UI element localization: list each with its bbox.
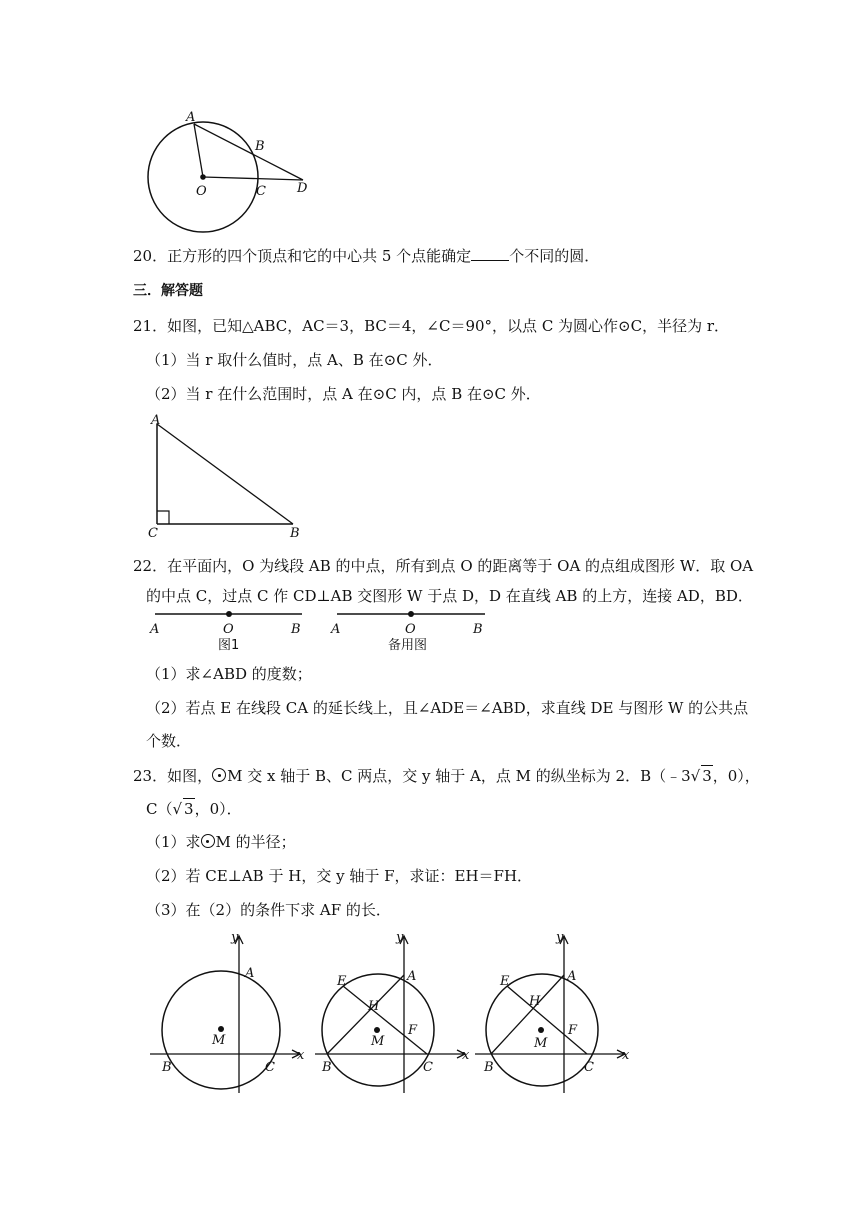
question-22-part-2: （2）若点 E 在线段 CA 的延长线上，且∠ADE＝∠ABD，求直线 DE 与图形 W 的公共点 — [146, 699, 749, 717]
label-F: F — [568, 1023, 578, 1038]
label-M: M — [212, 1033, 226, 1048]
question-22-line-2: 的中点 C，过点 C 作 CD⊥AB 交图形 W 于点 D，D 在直线 AB 的上方，连接 AD，BD． — [146, 587, 753, 605]
caption-figure-1: 图1 — [218, 638, 240, 653]
question-20 — [133, 246, 599, 266]
label-A: A — [567, 969, 577, 984]
label-A: A — [245, 966, 255, 981]
label-A: A — [151, 413, 161, 428]
label-M: M — [534, 1036, 548, 1051]
question-23-part-2: （2）若 CE⊥AB 于 H，交 y 轴于 F，求证：EH＝FH． — [146, 867, 533, 885]
label-A: A — [150, 622, 160, 637]
label-F: F — [408, 1023, 418, 1038]
question-21 — [133, 316, 729, 336]
question-22-part-2-cont: 个数． — [146, 732, 192, 750]
label-A: A — [407, 969, 417, 984]
question-21-part-2: （2）当 r 在什么范围时，点 A 在⊙C 内，点 B 在⊙C 外． — [146, 385, 541, 403]
label-x: x — [622, 1048, 630, 1063]
label-x: x — [462, 1048, 470, 1063]
label-O: O — [223, 622, 234, 637]
circle-symbol-icon — [201, 834, 215, 848]
label-C: C — [265, 1060, 275, 1075]
question-text: 正方形的四个顶点和它的中心共 5 个点能确定 — [167, 247, 472, 265]
label-B: B — [291, 622, 301, 637]
label-O: O — [196, 184, 207, 199]
question-22-part-1: （1）求∠ABD 的度数； — [146, 665, 312, 683]
label-y: y — [231, 930, 239, 945]
answer-blank[interactable] — [471, 246, 509, 261]
label-H: H — [368, 999, 380, 1014]
question-text: 个不同的圆． — [509, 247, 600, 265]
label-C: C — [423, 1060, 433, 1075]
sqrt-icon: √ — [690, 767, 701, 785]
figure-q23-3 — [470, 928, 635, 1098]
question-23-line-2: C（√ 3，0）． — [146, 800, 242, 818]
question-21-part-1: （1）当 r 取什么值时，点 A、B 在⊙C 外． — [146, 351, 443, 369]
figure-q23-1 — [145, 928, 310, 1098]
question-number: 20． — [133, 247, 168, 265]
label-M: M — [371, 1034, 385, 1049]
label-B: B — [322, 1060, 332, 1075]
radicand: 3 — [184, 800, 194, 818]
label-A: A — [186, 110, 196, 125]
question-number: 22． — [133, 557, 168, 575]
label-E: E — [500, 974, 510, 989]
question-23: 23．如图， M 交 x 轴于 B、C 两点，交 y 轴于 A，点 M 的纵坐标为 2．B（﹣3√ 3，0）， — [133, 767, 760, 785]
question-number: 21． — [133, 317, 168, 335]
label-C: C — [584, 1060, 594, 1075]
label-B: B — [162, 1060, 172, 1075]
question-22 — [133, 556, 753, 576]
label-y: y — [396, 930, 404, 945]
question-text: 在平面内，O 为线段 AB 的中点，所有到点 O 的距离等于 OA 的点组成图形 W．取 OA — [167, 557, 754, 575]
question-23-part-3: （3）在（2）的条件下求 AF 的长． — [146, 901, 391, 919]
section-title: 三．解答题 — [133, 283, 203, 299]
label-B: B — [290, 526, 300, 541]
figure-q23-2 — [310, 928, 475, 1098]
label-C: C — [148, 526, 158, 541]
label-B-alt: B — [473, 622, 483, 637]
question-23-part-1: （1）求 M 的半径； — [146, 833, 296, 851]
label-y: y — [556, 930, 564, 945]
caption-spare-figure: 备用图 — [388, 638, 428, 653]
label-B: B — [255, 139, 265, 154]
label-H: H — [529, 994, 541, 1009]
sqrt-icon: √ — [172, 800, 183, 818]
circle-symbol-icon — [212, 768, 226, 782]
radicand: 3 — [702, 767, 712, 785]
label-E: E — [337, 974, 347, 989]
label-B: B — [484, 1060, 494, 1075]
question-text: 如图，已知△ABC，AC＝3，BC＝4，∠C＝90°，以点 C 为圆心作⊙C，半径为 r． — [167, 317, 730, 335]
label-x: x — [297, 1048, 305, 1063]
label-C: C — [256, 184, 266, 199]
figure-q19 — [140, 105, 320, 235]
question-number: 23． — [133, 767, 168, 785]
label-D: D — [297, 181, 308, 196]
label-A-alt: A — [331, 622, 341, 637]
label-O-alt: O — [405, 622, 416, 637]
figure-q21 — [140, 410, 320, 545]
figure-q22 — [145, 605, 490, 655]
